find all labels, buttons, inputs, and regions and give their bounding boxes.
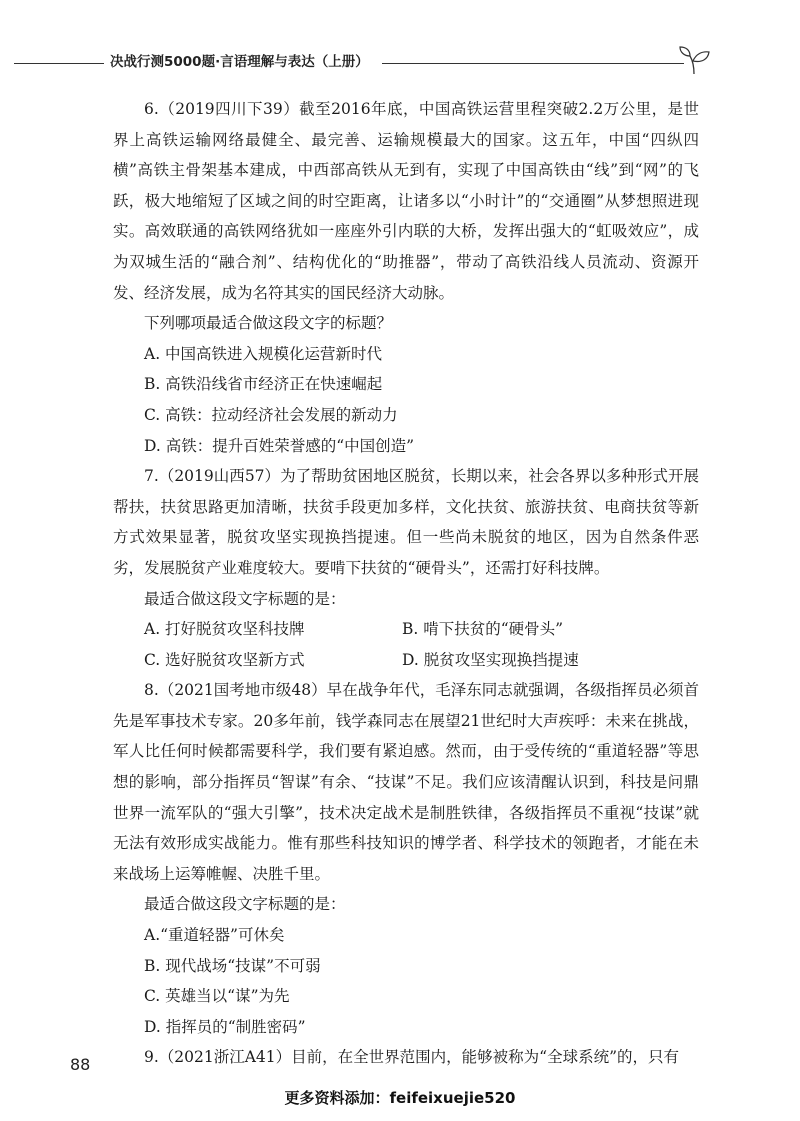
- question-8-option-b: B. 现代战场“技谋”不可弱: [144, 956, 321, 975]
- question-7-option-c: C. 选好脱贫攻坚新方式: [144, 650, 305, 669]
- question-8-option-d: D. 指挥员的“制胜密码”: [144, 1017, 306, 1036]
- question-6-passage: 6.（2019四川下39）截至2016年底，中国高铁运营里程突破2.2万公里，是世界上高铁运输网络最健全、最完善、运输规模最大的国家。这五年，中国“四纵四横”高铁主骨架基本建成，中西部高铁从无到有，实现了中国高铁由“线”到“网”的飞跃，极大地缩短了区域之间的时空距离，让诸多以“小时计”的“交通圈”从梦想照进现实。高效联通的高铁网络犹如一座座外引内联的大桥，发挥出强大的“虹吸效应”，成为双城生活的“融合剂”、结构优化的“助推器”，带动了高铁沿线人员流动、资源开发、经济发展，成为名符其实的国民经济大动脉。: [113, 100, 699, 302]
- question-7-option-d: D. 脱贫攻坚实现换挡提速: [402, 650, 579, 669]
- footer-contact-note: 更多资料添加：feifeixuejie520: [284, 1089, 516, 1107]
- question-8-option-a: A.“重道轻器”可休矣: [144, 926, 285, 945]
- question-7-options-row-1: [113, 614, 699, 645]
- header-rule-left: [14, 63, 104, 64]
- question-7-passage: 7.（2019山西57）为了帮助贫困地区脱贫，长期以来，社会各界以多种形式开展帮扶，扶贫思路更加清晰，扶贫手段更加多样，文化扶贫、旅游扶贫、电商扶贫等新方式效果显著，脱贫攻坚实现换挡提速。但一些尚未脱贫的地区，因为自然条件恶劣，发展脱贫产业难度较大。要啃下扶贫的“硬骨头”，还需打好科技牌。: [113, 467, 699, 577]
- question-8-option-c: C. 英雄当以“谋”为先: [144, 987, 290, 1006]
- question-8-prompt: 最适合做这段文字标题的是：: [144, 895, 346, 914]
- question-7-option-b: B. 啃下扶贫的“硬骨头”: [402, 620, 564, 639]
- header-rule-right: [382, 63, 684, 64]
- question-7-option-a: A. 打好脱贫攻坚科技牌: [144, 620, 305, 639]
- question-7-prompt: 最适合做这段文字标题的是：: [144, 589, 346, 608]
- question-9-passage: 9.（2021浙江A41）目前，在全世界范围内，能够被称为“全球系统”的，只有: [144, 1048, 680, 1067]
- running-header: [0, 44, 800, 80]
- page-number: 88: [70, 1055, 91, 1074]
- question-6-option-c: C. 高铁：拉动经济社会发展的新动力: [144, 405, 398, 424]
- question-6-option-a: A. 中国高铁进入规模化运营新时代: [144, 344, 383, 363]
- question-6-option-d: D. 高铁：提升百姓荣誉感的“中国创造”: [144, 436, 415, 455]
- question-6-option-b: B. 高铁沿线省市经济正在快速崛起: [144, 375, 383, 394]
- question-7-options-row-2: [113, 645, 699, 676]
- sprout-icon: [678, 44, 712, 78]
- question-8-passage: 8.（2021国考地市级48）早在战争年代，毛泽东同志就强调，各级指挥员必须首先是军事技术专家。20多年前，钱学森同志在展望21世纪时大声疾呼：未来在挑战，军人比任何时候都需要科学，我们要有紧迫感。然而，由于受传统的“重道轻器”等思想的影响，部分指挥员“智谋”有余、“技谋”不足。我们应该清醒认识到，科技是问鼎世界一流军队的“强大引擎”，技术决定战术是制胜铁律，各级指挥员不重视“技谋”就无法有效形成实战能力。惟有那些科技知识的博学者、科学技术的领跑者，才能在未来战场上运筹帷幄、决胜千里。: [113, 681, 699, 883]
- page-content: [113, 94, 699, 1073]
- book-title: 决战行测5000题·言语理解与表达（上册）: [110, 54, 369, 70]
- question-6-prompt: 下列哪项最适合做这段文字的标题？: [144, 314, 393, 333]
